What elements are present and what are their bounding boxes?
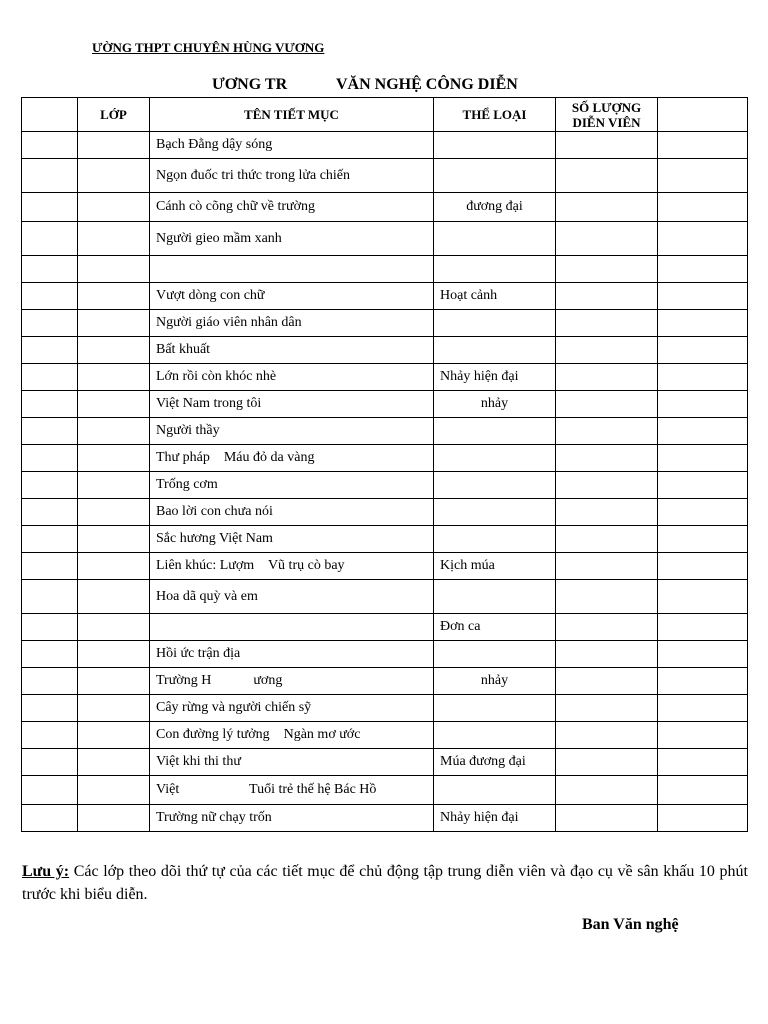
cell-extra bbox=[658, 580, 748, 614]
table-row bbox=[22, 364, 748, 391]
cell-extra bbox=[658, 668, 748, 695]
cell-item-name: Cánh cò cõng chữ về trường bbox=[150, 193, 434, 222]
cell-class bbox=[78, 256, 150, 283]
header-cell-class: LỚP bbox=[78, 98, 150, 132]
cell-item-name: Trường H ương bbox=[150, 668, 434, 695]
cell-item-name: Hồi ức trận địa bbox=[150, 641, 434, 668]
cell-performer-count bbox=[556, 283, 658, 310]
table-row bbox=[22, 614, 748, 641]
cell-genre bbox=[434, 222, 556, 256]
cell-class bbox=[78, 472, 150, 499]
cell-blank bbox=[22, 526, 78, 553]
cell-item-name: Lớn rồi còn khóc nhè bbox=[150, 364, 434, 391]
cell-blank bbox=[22, 391, 78, 418]
cell-blank bbox=[22, 159, 78, 193]
cell-item-name bbox=[150, 614, 434, 641]
cell-class bbox=[78, 776, 150, 805]
table-header-row bbox=[22, 98, 748, 132]
cell-genre: đương đại bbox=[434, 193, 556, 222]
cell-extra bbox=[658, 445, 748, 472]
cell-genre bbox=[434, 132, 556, 159]
table-row bbox=[22, 193, 748, 222]
cell-class bbox=[78, 337, 150, 364]
cell-genre bbox=[434, 256, 556, 283]
cell-performer-count bbox=[556, 614, 658, 641]
cell-blank bbox=[22, 193, 78, 222]
table-row bbox=[22, 283, 748, 310]
cell-class bbox=[78, 445, 150, 472]
cell-extra bbox=[658, 526, 748, 553]
cell-blank bbox=[22, 553, 78, 580]
header-cell-genre: THỂ LOẠI bbox=[434, 98, 556, 132]
table-row bbox=[22, 526, 748, 553]
cell-extra bbox=[658, 614, 748, 641]
header-cell-extra bbox=[658, 98, 748, 132]
cell-performer-count bbox=[556, 695, 658, 722]
cell-performer-count bbox=[556, 445, 658, 472]
cell-class bbox=[78, 132, 150, 159]
cell-class bbox=[78, 193, 150, 222]
cell-item-name: Việt Tuổi trẻ thế hệ Bác Hồ bbox=[150, 776, 434, 805]
cell-blank bbox=[22, 337, 78, 364]
cell-genre: Đơn ca bbox=[434, 614, 556, 641]
table-row bbox=[22, 695, 748, 722]
title-right: VĂN NGHỆ CÔNG DIỄN bbox=[336, 76, 518, 93]
cell-blank bbox=[22, 749, 78, 776]
cell-extra bbox=[658, 310, 748, 337]
cell-blank bbox=[22, 805, 78, 832]
cell-extra bbox=[658, 499, 748, 526]
header-cell-blank bbox=[22, 98, 78, 132]
cell-extra bbox=[658, 283, 748, 310]
cell-extra bbox=[658, 418, 748, 445]
cell-class bbox=[78, 805, 150, 832]
cell-genre bbox=[434, 776, 556, 805]
cell-item-name: Việt Nam trong tôi bbox=[150, 391, 434, 418]
cell-genre: nhảy bbox=[434, 668, 556, 695]
cell-performer-count bbox=[556, 222, 658, 256]
cell-genre bbox=[434, 722, 556, 749]
program-table bbox=[21, 97, 748, 832]
cell-item-name: Người giáo viên nhân dân bbox=[150, 310, 434, 337]
cell-extra bbox=[658, 222, 748, 256]
cell-blank bbox=[22, 364, 78, 391]
cell-extra bbox=[658, 337, 748, 364]
cell-genre bbox=[434, 580, 556, 614]
cell-performer-count bbox=[556, 526, 658, 553]
table-row bbox=[22, 499, 748, 526]
cell-genre bbox=[434, 695, 556, 722]
cell-performer-count bbox=[556, 805, 658, 832]
cell-blank bbox=[22, 472, 78, 499]
cell-performer-count bbox=[556, 310, 658, 337]
cell-item-name: Bao lời con chưa nói bbox=[150, 499, 434, 526]
cell-genre bbox=[434, 445, 556, 472]
cell-performer-count bbox=[556, 193, 658, 222]
cell-genre: Hoạt cảnh bbox=[434, 283, 556, 310]
cell-performer-count bbox=[556, 668, 658, 695]
table-row bbox=[22, 668, 748, 695]
cell-genre bbox=[434, 526, 556, 553]
cell-performer-count bbox=[556, 391, 658, 418]
table-row bbox=[22, 337, 748, 364]
cell-performer-count bbox=[556, 776, 658, 805]
cell-blank bbox=[22, 641, 78, 668]
table-row bbox=[22, 776, 748, 805]
cell-performer-count bbox=[556, 499, 658, 526]
cell-extra bbox=[658, 695, 748, 722]
table-row bbox=[22, 472, 748, 499]
cell-item-name: Con đường lý tưởng Ngàn mơ ước bbox=[150, 722, 434, 749]
cell-blank bbox=[22, 283, 78, 310]
cell-performer-count bbox=[556, 256, 658, 283]
note-text: Các lớp theo dõi thứ tự của các tiết mục để chủ động tập trung diễn viên và đạo cụ về sân khấu 10 phút trước khi biểu diễn. bbox=[22, 863, 748, 903]
cell-extra bbox=[658, 159, 748, 193]
table-row bbox=[22, 805, 748, 832]
table-row bbox=[22, 641, 748, 668]
cell-performer-count bbox=[556, 132, 658, 159]
cell-class bbox=[78, 526, 150, 553]
cell-genre bbox=[434, 641, 556, 668]
cell-item-name: Người gieo mầm xanh bbox=[150, 222, 434, 256]
cell-extra bbox=[658, 722, 748, 749]
cell-class bbox=[78, 641, 150, 668]
cell-class bbox=[78, 310, 150, 337]
cell-item-name: Liên khúc: Lượm Vũ trụ cò bay bbox=[150, 553, 434, 580]
cell-blank bbox=[22, 499, 78, 526]
cell-genre bbox=[434, 159, 556, 193]
table-row bbox=[22, 418, 748, 445]
cell-performer-count bbox=[556, 641, 658, 668]
cell-blank bbox=[22, 580, 78, 614]
cell-extra bbox=[658, 391, 748, 418]
cell-item-name: Sắc hương Việt Nam bbox=[150, 526, 434, 553]
cell-class bbox=[78, 580, 150, 614]
cell-class bbox=[78, 695, 150, 722]
cell-blank bbox=[22, 695, 78, 722]
cell-item-name: Cây rừng và người chiến sỹ bbox=[150, 695, 434, 722]
cell-item-name: Hoa dã quỳ và em bbox=[150, 580, 434, 614]
cell-genre: Nhảy hiện đại bbox=[434, 805, 556, 832]
cell-class bbox=[78, 668, 150, 695]
cell-item-name bbox=[150, 256, 434, 283]
cell-genre: Kịch múa bbox=[434, 553, 556, 580]
cell-blank bbox=[22, 256, 78, 283]
cell-item-name: Trường nữ chạy trốn bbox=[150, 805, 434, 832]
cell-performer-count bbox=[556, 337, 658, 364]
cell-class bbox=[78, 722, 150, 749]
cell-extra bbox=[658, 805, 748, 832]
table-row bbox=[22, 256, 748, 283]
cell-blank bbox=[22, 222, 78, 256]
table-row bbox=[22, 132, 748, 159]
cell-performer-count bbox=[556, 418, 658, 445]
cell-genre bbox=[434, 499, 556, 526]
cell-genre: Múa đương đại bbox=[434, 749, 556, 776]
cell-class bbox=[78, 222, 150, 256]
header-cell-item-name: TÊN TIẾT MỤC bbox=[150, 98, 434, 132]
cell-item-name: Ngọn đuốc tri thức trong lửa chiến bbox=[150, 159, 434, 193]
table-row bbox=[22, 445, 748, 472]
cell-blank bbox=[22, 722, 78, 749]
cell-genre: nhảy bbox=[434, 391, 556, 418]
cell-performer-count bbox=[556, 722, 658, 749]
cell-extra bbox=[658, 749, 748, 776]
cell-item-name: Bất khuất bbox=[150, 337, 434, 364]
table-row bbox=[22, 580, 748, 614]
cell-extra bbox=[658, 553, 748, 580]
cell-genre bbox=[434, 337, 556, 364]
table-row bbox=[22, 391, 748, 418]
table-row bbox=[22, 159, 748, 193]
title-left: ƯƠNG TR bbox=[212, 76, 288, 93]
cell-class bbox=[78, 283, 150, 310]
cell-class bbox=[78, 418, 150, 445]
cell-class bbox=[78, 499, 150, 526]
cell-blank bbox=[22, 445, 78, 472]
table-row bbox=[22, 722, 748, 749]
cell-item-name: Trống cơm bbox=[150, 472, 434, 499]
school-name: ƯỜNG THPT CHUYÊN HÙNG VƯƠNG bbox=[92, 40, 325, 55]
cell-item-name: Vượt dòng con chữ bbox=[150, 283, 434, 310]
cell-performer-count bbox=[556, 364, 658, 391]
cell-extra bbox=[658, 256, 748, 283]
cell-extra bbox=[658, 641, 748, 668]
cell-extra bbox=[658, 776, 748, 805]
cell-performer-count bbox=[556, 749, 658, 776]
cell-class bbox=[78, 391, 150, 418]
cell-extra bbox=[658, 364, 748, 391]
table-row bbox=[22, 553, 748, 580]
cell-class bbox=[78, 749, 150, 776]
cell-extra bbox=[658, 132, 748, 159]
note-label: Lưu ý: bbox=[22, 863, 70, 880]
cell-performer-count bbox=[556, 580, 658, 614]
cell-blank bbox=[22, 614, 78, 641]
cell-class bbox=[78, 553, 150, 580]
cell-extra bbox=[658, 472, 748, 499]
cell-class bbox=[78, 364, 150, 391]
cell-performer-count bbox=[556, 553, 658, 580]
table-row bbox=[22, 749, 748, 776]
cell-performer-count bbox=[556, 472, 658, 499]
cell-genre: Nhảy hiện đại bbox=[434, 364, 556, 391]
cell-class bbox=[78, 614, 150, 641]
cell-blank bbox=[22, 132, 78, 159]
cell-performer-count bbox=[556, 159, 658, 193]
cell-genre bbox=[434, 310, 556, 337]
cell-item-name: Thư pháp Máu đỏ da vàng bbox=[150, 445, 434, 472]
cell-blank bbox=[22, 310, 78, 337]
cell-item-name: Bạch Đằng dậy sóng bbox=[150, 132, 434, 159]
note-paragraph bbox=[22, 860, 748, 906]
cell-extra bbox=[658, 193, 748, 222]
cell-item-name: Việt khi thi thư bbox=[150, 749, 434, 776]
cell-item-name: Người thầy bbox=[150, 418, 434, 445]
cell-blank bbox=[22, 418, 78, 445]
table-row bbox=[22, 222, 748, 256]
signature: Ban Văn nghệ bbox=[582, 916, 679, 933]
header-cell-performer-count: SỐ LƯỢNG DIỄN VIÊN bbox=[556, 98, 658, 132]
cell-blank bbox=[22, 776, 78, 805]
cell-genre bbox=[434, 472, 556, 499]
cell-genre bbox=[434, 418, 556, 445]
table-row bbox=[22, 310, 748, 337]
cell-blank bbox=[22, 668, 78, 695]
cell-class bbox=[78, 159, 150, 193]
